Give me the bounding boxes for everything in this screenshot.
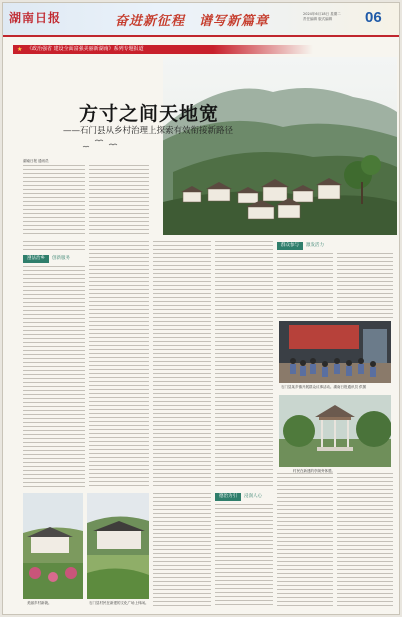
- section-subtitle: 创新服务: [49, 255, 70, 263]
- section-tag: 群众参与: [277, 242, 303, 250]
- body-text-col-2: [89, 241, 149, 488]
- masthead: [3, 3, 399, 35]
- body-text-col-1a: [23, 241, 85, 253]
- section-subtitle: 激发活力: [303, 242, 324, 250]
- kicker-fade: [213, 45, 313, 54]
- section-heading-2: [277, 242, 324, 250]
- meeting-photo: [279, 321, 391, 383]
- village-photo: [23, 493, 83, 599]
- body-text-col-9: [277, 473, 333, 608]
- body-text-col-5: [277, 253, 333, 319]
- body-text-col-1b: [23, 266, 85, 488]
- section-subtitle: 浸润人心: [241, 493, 262, 501]
- body-text-col-4: [215, 241, 273, 488]
- photo-caption-2: 村民在新建的亭阁旁休憩。: [293, 469, 335, 473]
- photo-caption-1: 石门县某乡镇开展群众议事活动。湖南日报通讯员 供图: [281, 385, 367, 389]
- plaza-photo: [87, 493, 149, 599]
- editor-credit: 责任编辑 版式编辑: [303, 17, 333, 21]
- pavilion-photo: [279, 395, 391, 467]
- section-heading-1: [23, 255, 70, 263]
- intro-text-col-2: [89, 165, 149, 235]
- byline: 湖南日报 通讯员: [23, 159, 49, 163]
- section-tag: 遵法治乡: [23, 255, 49, 263]
- body-text-col-8: [215, 504, 273, 608]
- series-kicker: [13, 45, 213, 54]
- body-text-col-7: [153, 493, 211, 608]
- issue-date: 2024年6月18日 星期二: [303, 12, 341, 16]
- intro-text-col-1: [23, 165, 85, 235]
- newspaper-page: [2, 2, 400, 615]
- body-text-col-10: [337, 473, 393, 608]
- headline-title: 方寸之间天地宽: [79, 103, 220, 125]
- photo-caption-4: 石门县村民在新建的文化广场上休闲。: [89, 601, 149, 605]
- page-number: 06: [365, 9, 382, 26]
- headline-subtitle: ——石门县从乡村治理上探索有效衔接新路径: [63, 126, 234, 136]
- newspaper-logo: 湖南日报: [9, 11, 62, 25]
- body-text-col-3: [153, 241, 211, 488]
- kicker-text: 《政治强省 建设全面富强美丽新湖南》系列专题报道: [27, 46, 144, 52]
- section-tag: 德治为引: [215, 493, 241, 501]
- masthead-meta: [303, 12, 363, 22]
- body-text-col-6: [337, 253, 393, 319]
- section-heading-3: [215, 493, 262, 501]
- masthead-slogan: 奋进新征程 谱写新篇章: [115, 14, 270, 29]
- star-icon: ★: [17, 46, 23, 53]
- masthead-rule: [3, 35, 399, 37]
- photo-caption-3: 美丽乡村新貌。: [27, 601, 52, 605]
